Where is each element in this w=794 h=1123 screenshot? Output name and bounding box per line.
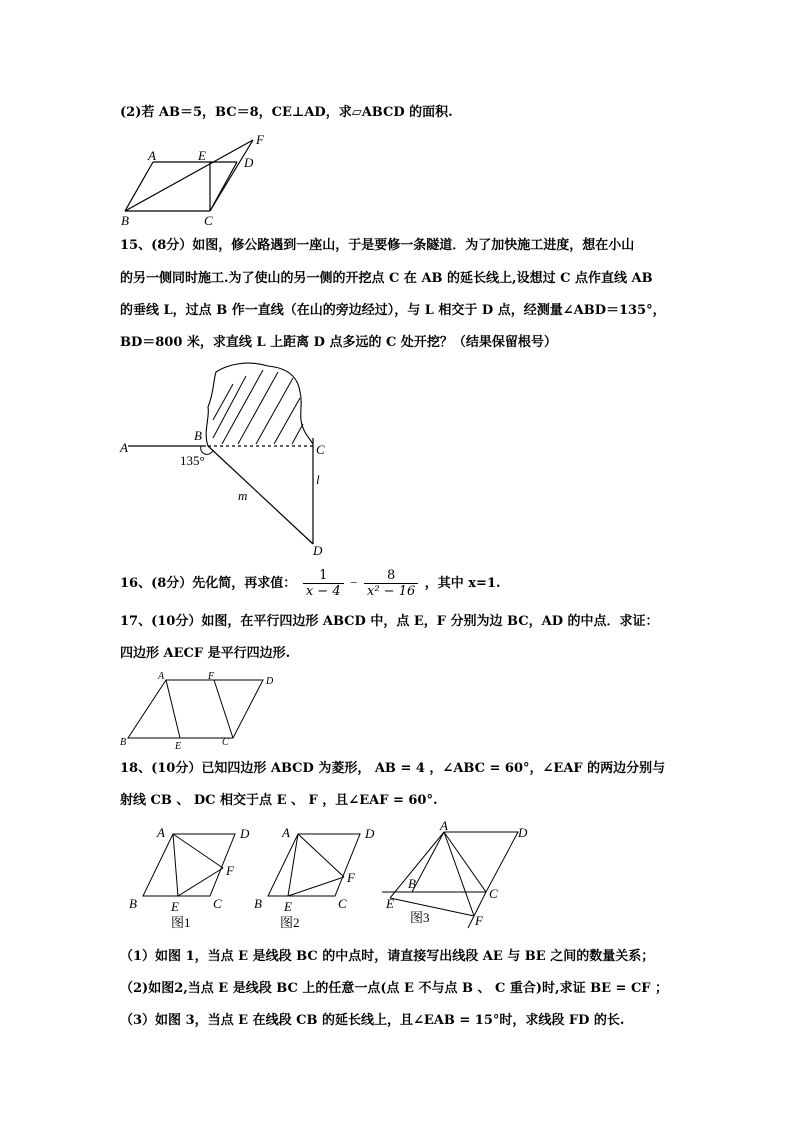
q18-f3-label-F: F [475, 913, 483, 928]
q15-line3: 的垂线 L，过点 B 作一直线（在山的旁边经过），与 L 相交于 D 点，经测量∠ABD＝135°， [120, 303, 666, 318]
q18-line1: 18、(10分）已知四边形 ABCD 为菱形， AB = 4 ，∠ABC = 60°，∠EAF 的两边分别与 [120, 761, 666, 776]
q17-label-C: C [222, 737, 229, 748]
q14-line: (2)若 AB＝5，BC＝8，CE⊥AD，求▱ABCD 的面积. [120, 105, 453, 120]
q14-label-C: C [204, 213, 213, 228]
q17-line2: 四边形 AECF 是平行四边形. [120, 646, 291, 661]
q16-fraction-1 [303, 568, 344, 599]
q17-line1: 17、(10分）如图，在平行四边形 ABCD 中，点 E，F 分别为边 BC，AD 的中点．求证： [120, 614, 659, 629]
q18-f2-label-C: C [338, 896, 347, 911]
q17-label-F: F [208, 671, 215, 682]
q18-f2-label-F: F [347, 870, 355, 885]
q15-label-A: A [120, 440, 128, 455]
q16-frac2-num: 8 [364, 568, 418, 584]
q15-label-D: D [313, 543, 323, 558]
q16-frac1-den: x − 4 [305, 584, 341, 599]
q18-sub1: （1）如图 1，当点 E 是线段 BC 的中点时，请直接写出线段 AE 与 BE 之间的数量关系； [120, 949, 655, 964]
q14-label-D: D [244, 155, 254, 170]
q14-label-F: F [256, 132, 264, 147]
q18-f3-label-B: B [408, 876, 416, 891]
q18-f2-label-D: D [365, 826, 375, 841]
q18-f3-label-C: C [489, 886, 498, 901]
q18-f1-label-D: D [240, 826, 250, 841]
q18-f3-label-D: D [518, 825, 528, 840]
q15-label-angle: 135° [180, 453, 205, 468]
q18-f1-label-A: A [157, 825, 165, 840]
q18-f2-label-A: A [282, 825, 290, 840]
q14-label-E: E [198, 148, 206, 163]
q15-label-B: B [194, 428, 202, 443]
q18-figure-1 [125, 822, 255, 932]
q18-line2: 射线 CB 、 DC 相交于点 E 、 F ，且∠EAF = 60°. [120, 793, 438, 808]
q16-frac1-num: 1 [303, 568, 344, 584]
q18-figure-3 [382, 818, 562, 932]
q17-label-E: E [175, 741, 182, 752]
q15-label-l: l [316, 472, 320, 487]
q17-figure [118, 668, 298, 752]
q18-f1-label-C: C [213, 896, 222, 911]
q14-label-A: A [148, 148, 156, 163]
q18-f3-label-A: A [440, 818, 448, 833]
q16-fraction-2 [364, 568, 418, 599]
q18-f1-caption: 图1 [171, 915, 191, 930]
q15-line1: 15、(8分）如图，修公路遇到一座山，于是要修一条隧道．为了加快施工进度，想在小山 [120, 238, 635, 253]
q18-f1-label-E: E [171, 899, 179, 914]
q17-label-D: D [266, 676, 274, 687]
q15-figure [118, 362, 358, 562]
q15-label-C: C [316, 442, 325, 457]
q16-suffix: ，其中 x=1. [424, 576, 501, 591]
q18-f2-label-E: E [284, 899, 292, 914]
q18-f2-label-B: B [254, 896, 262, 911]
q15-line4: BD＝800 米，求直线 L 上距离 D 点多远的 C 处开挖？（结果保留根号） [120, 335, 557, 350]
q16-frac2-den: x² − 16 [367, 584, 416, 599]
q16-prefix: 16、(8分）先化简，再求值： [120, 576, 297, 591]
q18-figure-2 [250, 822, 380, 932]
q18-f1-label-F: F [226, 863, 234, 878]
q18-f3-caption: 图3 [410, 910, 430, 925]
q14-figure [115, 130, 315, 230]
q18-sub2: （2)如图2,当点 E 是线段 BC 上的任意一点(点 E 不与点 B 、 C 重合)时,求证 BE = CF ； [120, 981, 669, 996]
q16-minus: − [350, 575, 358, 590]
q17-label-A: A [158, 671, 165, 682]
q15-label-m: m [238, 488, 248, 503]
q18-f1-label-B: B [129, 896, 137, 911]
q15-line2: 的另一侧同时施工.为了使山的另一侧的开挖点 C 在 AB 的延长线上,设想过 C 点作直线 AB [120, 271, 653, 286]
q18-f3-label-E: E [386, 896, 394, 911]
q14-label-B: B [121, 213, 129, 228]
q16-line [120, 566, 501, 601]
q18-sub3: （3）如图 3，当点 E 在线段 CB 的延长线上，且∠EAB = 15°时，求线段 FD 的长. [120, 1013, 625, 1028]
q18-f2-caption: 图2 [280, 915, 300, 930]
q17-label-B: B [120, 737, 127, 748]
